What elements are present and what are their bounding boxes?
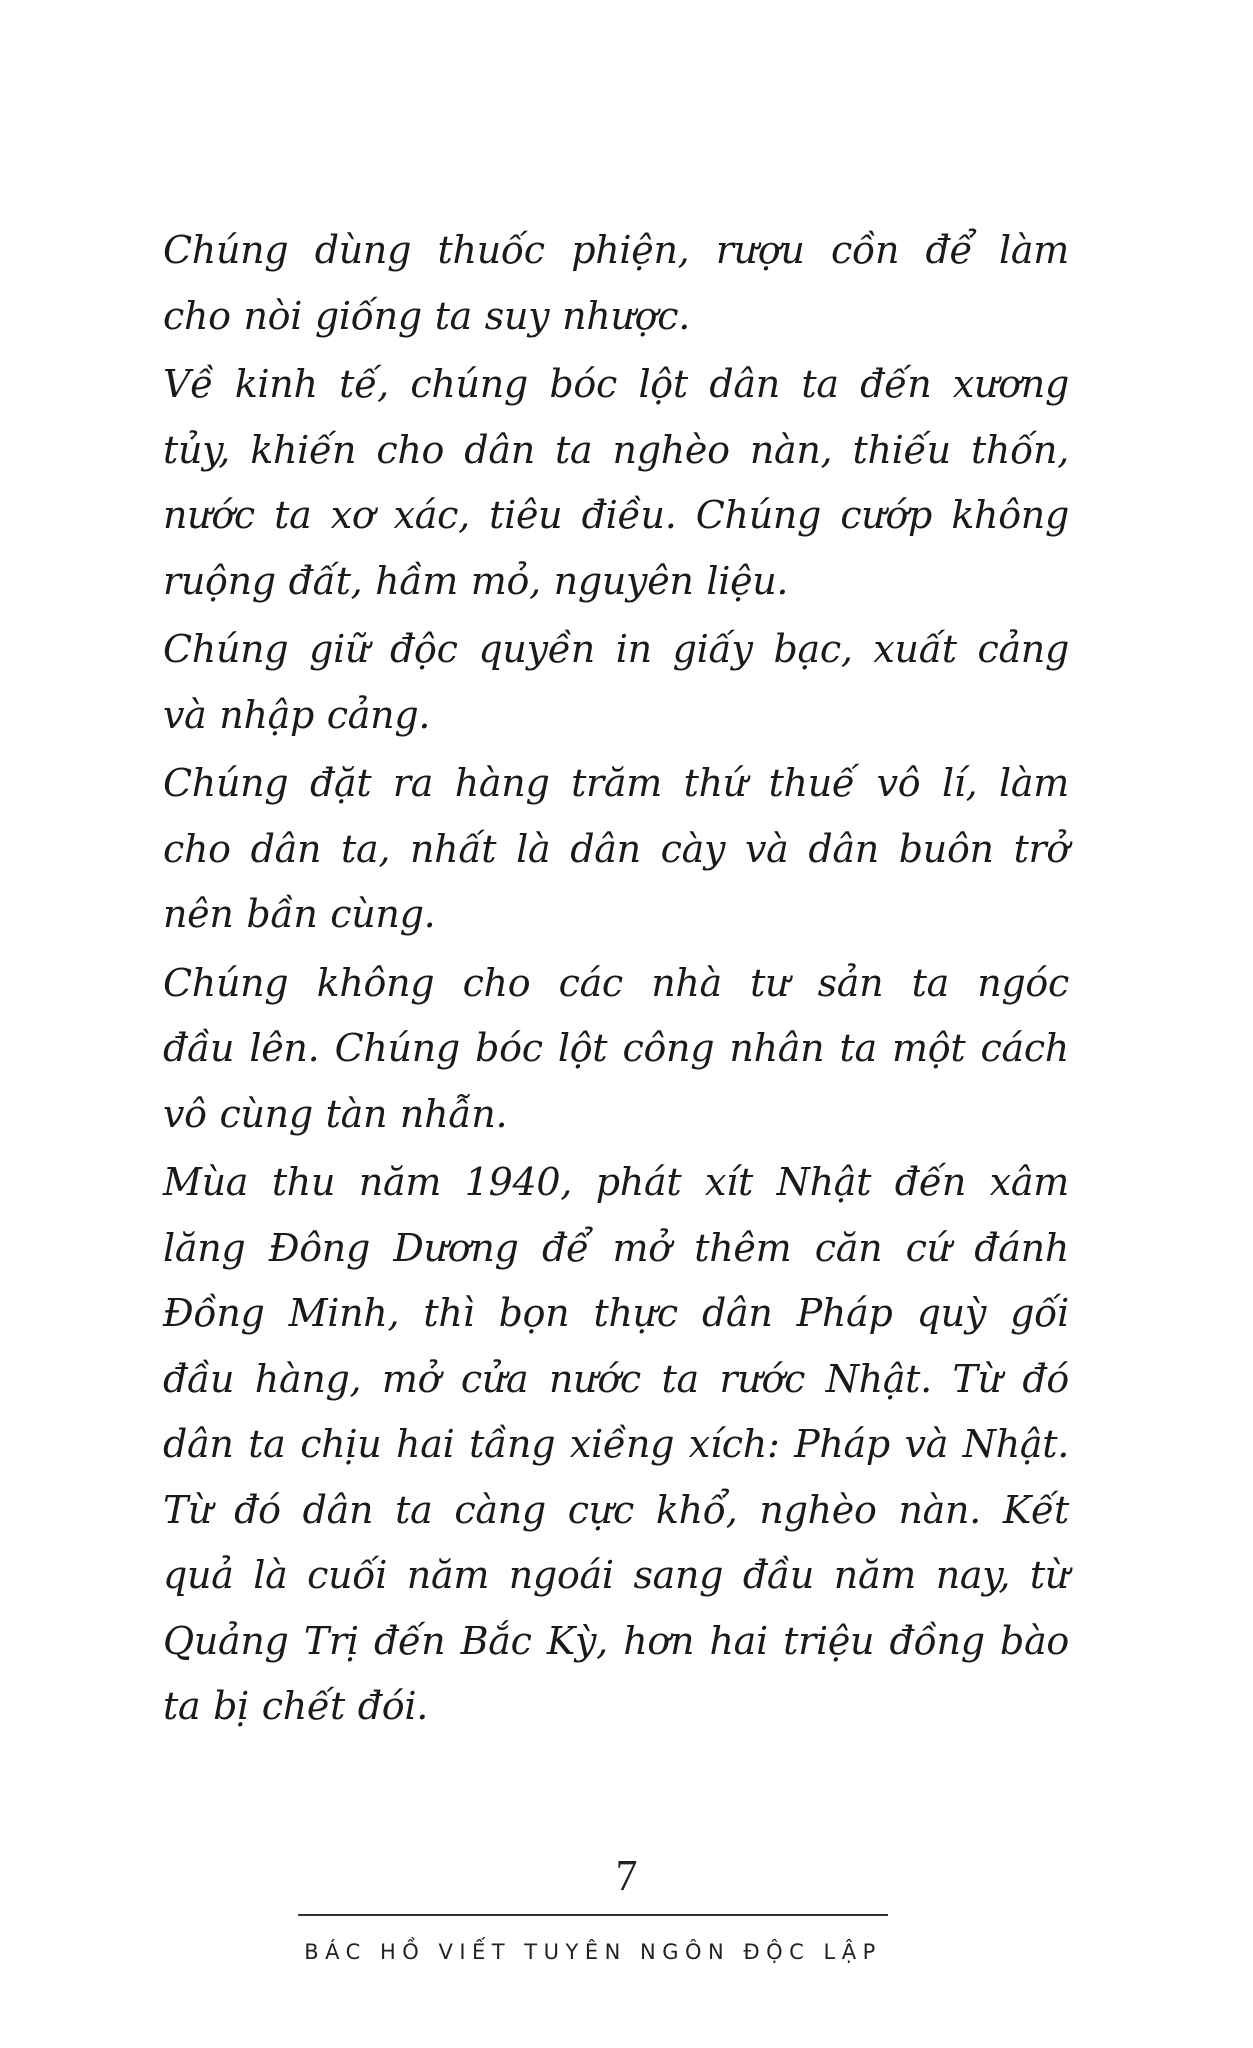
text-line: Chúng đặt ra hàng trăm thứ thuế vô lí, làm	[163, 761, 1069, 805]
paragraph-opium	[99, 218, 1069, 349]
text-line: cho nòi giống ta suy nhược.	[163, 293, 690, 338]
text-line: cho dân ta, nhất là dân cày và dân buôn trở	[163, 826, 1069, 871]
text-line: vô cùng tàn nhẫn.	[163, 1091, 508, 1136]
text-line: đầu hàng, mở cửa nước ta rước Nhật. Từ đó	[163, 1356, 1069, 1401]
paragraph-taxes	[99, 751, 1069, 948]
page-number: 7	[615, 1851, 638, 1900]
page-body	[99, 218, 1069, 1743]
text-line: Chúng không cho các nhà tư sản ta ngóc	[163, 960, 1069, 1005]
text-line: quả là cuối năm ngoái sang đầu năm nay, từ	[163, 1553, 1069, 1597]
text-line: ta bị chết đói.	[163, 1684, 428, 1728]
text-line: nên bần cùng.	[163, 892, 436, 936]
text-line: Chúng dùng thuốc phiện, rượu cồn để làm	[163, 228, 1069, 272]
text-line: Từ đó dân ta càng cực khổ, nghèo nàn. Kết	[163, 1487, 1069, 1532]
running-title: BÁC HỒ VIẾT TUYÊN NGÔN ĐỘC LẬP	[304, 1940, 882, 1964]
text-line: lăng Đông Dương để mở thêm căn cứ đánh	[163, 1225, 1069, 1270]
text-line: Quảng Trị đến Bắc Kỳ, hơn hai triệu đồng bào	[163, 1618, 1069, 1663]
text-line: Mùa thu năm 1940, phát xít Nhật đến xâm	[163, 1160, 1069, 1204]
paragraph-economy	[99, 352, 1069, 614]
text-line: Về kinh tế, chúng bóc lột dân ta đến xương	[163, 362, 1069, 406]
text-line: Chúng giữ độc quyền in giấy bạc, xuất cảng	[163, 627, 1069, 671]
text-line: dân ta chịu hai tầng xiềng xích: Pháp và Nhật.	[163, 1422, 1069, 1466]
text-line: và nhập cảng.	[163, 692, 431, 737]
text-line: ruộng đất, hầm mỏ, nguyên liệu.	[163, 558, 789, 603]
text-line: đầu lên. Chúng bóc lột công nhân ta một cách	[163, 1026, 1069, 1070]
text-line: nước ta xơ xác, tiêu điều. Chúng cướp không	[163, 493, 1069, 537]
text-line: Đồng Minh, thì bọn thực dân Pháp quỳ gối	[163, 1291, 1069, 1335]
paragraph-bourgeoisie	[99, 951, 1069, 1148]
footer-divider	[298, 1914, 888, 1916]
paragraph-monopoly	[99, 617, 1069, 748]
paragraph-autumn-1940	[99, 1150, 1069, 1740]
text-line: tủy, khiến cho dân ta nghèo nàn, thiếu thốn,	[163, 427, 1069, 472]
